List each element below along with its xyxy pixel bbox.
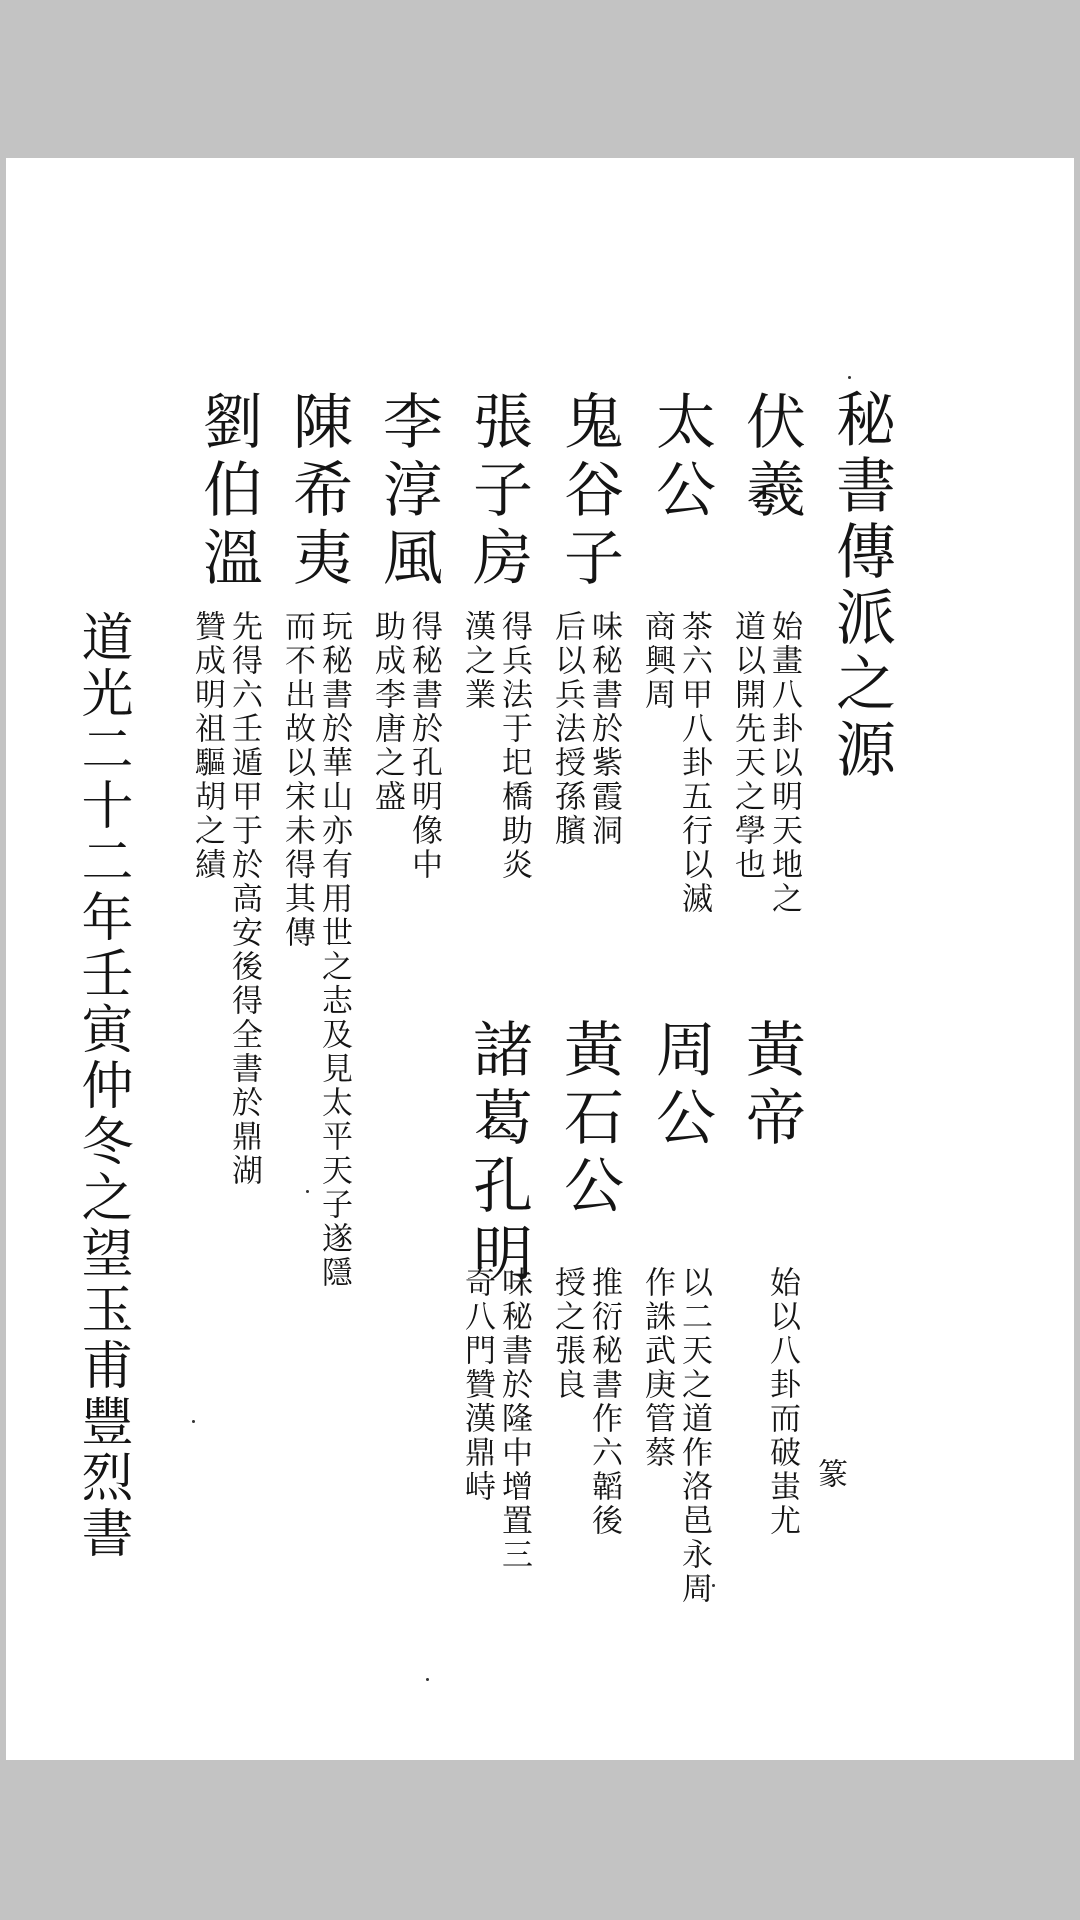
entry-note-guiguzi-1: 味秘書於紫霞洞 xyxy=(586,610,622,848)
entry-note-fuxi-1: 始畫八卦以明天地之 xyxy=(766,610,802,916)
entry-note-fuxi-2: 道以開先天之學也 xyxy=(729,610,765,882)
entry-note-huangdi-1: 始以八卦而破蚩尤 xyxy=(764,1266,800,1538)
entry-note-zhangzifang-2: 漢之業 xyxy=(459,610,495,712)
entry-note-zhugekongming-1: 味秘書於隆中增置三 xyxy=(496,1266,532,1572)
entry-name-zhangzifang: 張子房 xyxy=(463,390,533,594)
entry-note-lichunfeng-2: 助成李唐之盛 xyxy=(369,610,405,814)
document-title: 秘書傳派之源 xyxy=(826,388,896,784)
scan-speck xyxy=(426,1678,429,1681)
seal-mark: 篆 xyxy=(812,1458,847,1488)
entry-note-taigong-1: 茶六甲八卦五行以滅 xyxy=(676,610,712,916)
entry-name-huangshigong: 黃石公 xyxy=(554,1018,624,1222)
entry-note-taigong-2: 商興周 xyxy=(639,610,675,712)
scan-speck xyxy=(712,1584,715,1587)
entry-name-fuxi: 伏羲 xyxy=(736,390,806,526)
entry-note-zhougong-2: 作誅武庚管蔡 xyxy=(639,1266,675,1470)
entry-note-lichunfeng-1: 得秘書於孔明像中 xyxy=(406,610,442,882)
entry-name-zhougong: 周公 xyxy=(646,1018,716,1154)
entry-note-chenxiyi-2: 而不出故以宋未得其傳 xyxy=(279,610,315,950)
entry-note-liubowen-1: 先得六壬遁甲于於高安後得全書於鼎湖 xyxy=(226,610,262,1188)
entry-note-huangshigong-1: 推衍秘書作六韜後 xyxy=(586,1266,622,1538)
scan-speck xyxy=(192,1420,195,1423)
entry-note-zhougong-1: 以二天之道作洛邑永周 xyxy=(676,1266,712,1606)
entry-note-huangshigong-2: 授之張良 xyxy=(549,1266,585,1402)
colophon-date-line: 道光二十二年壬寅仲冬之望玉甫豐烈書 xyxy=(72,610,132,1562)
entry-name-taigong: 太公 xyxy=(646,390,716,526)
entry-note-liubowen-2: 贊成明祖驅胡之績 xyxy=(189,610,225,882)
entry-note-zhangzifang-1: 得兵法于圯橋助炎 xyxy=(496,610,532,882)
entry-note-zhugekongming-2: 奇八門贊漢鼎峙 xyxy=(459,1266,495,1504)
entry-note-guiguzi-2: 后以兵法授孫臏 xyxy=(549,610,585,848)
scan-speck xyxy=(306,1190,309,1193)
entry-name-lichunfeng: 李淳風 xyxy=(373,390,443,594)
entry-name-zhugekongming: 諸葛孔明 xyxy=(463,1018,533,1290)
entry-name-guiguzi: 鬼谷子 xyxy=(554,390,624,594)
document-page xyxy=(6,158,1074,1760)
entry-note-chenxiyi-1: 玩秘書於華山亦有用世之志及見太平天子遂隱 xyxy=(316,610,352,1290)
entry-name-huangdi: 黃帝 xyxy=(736,1018,806,1154)
entry-name-liubowen: 劉伯溫 xyxy=(193,390,263,594)
entry-name-chenxiyi: 陳希夷 xyxy=(283,390,353,594)
scan-speck xyxy=(848,376,851,379)
